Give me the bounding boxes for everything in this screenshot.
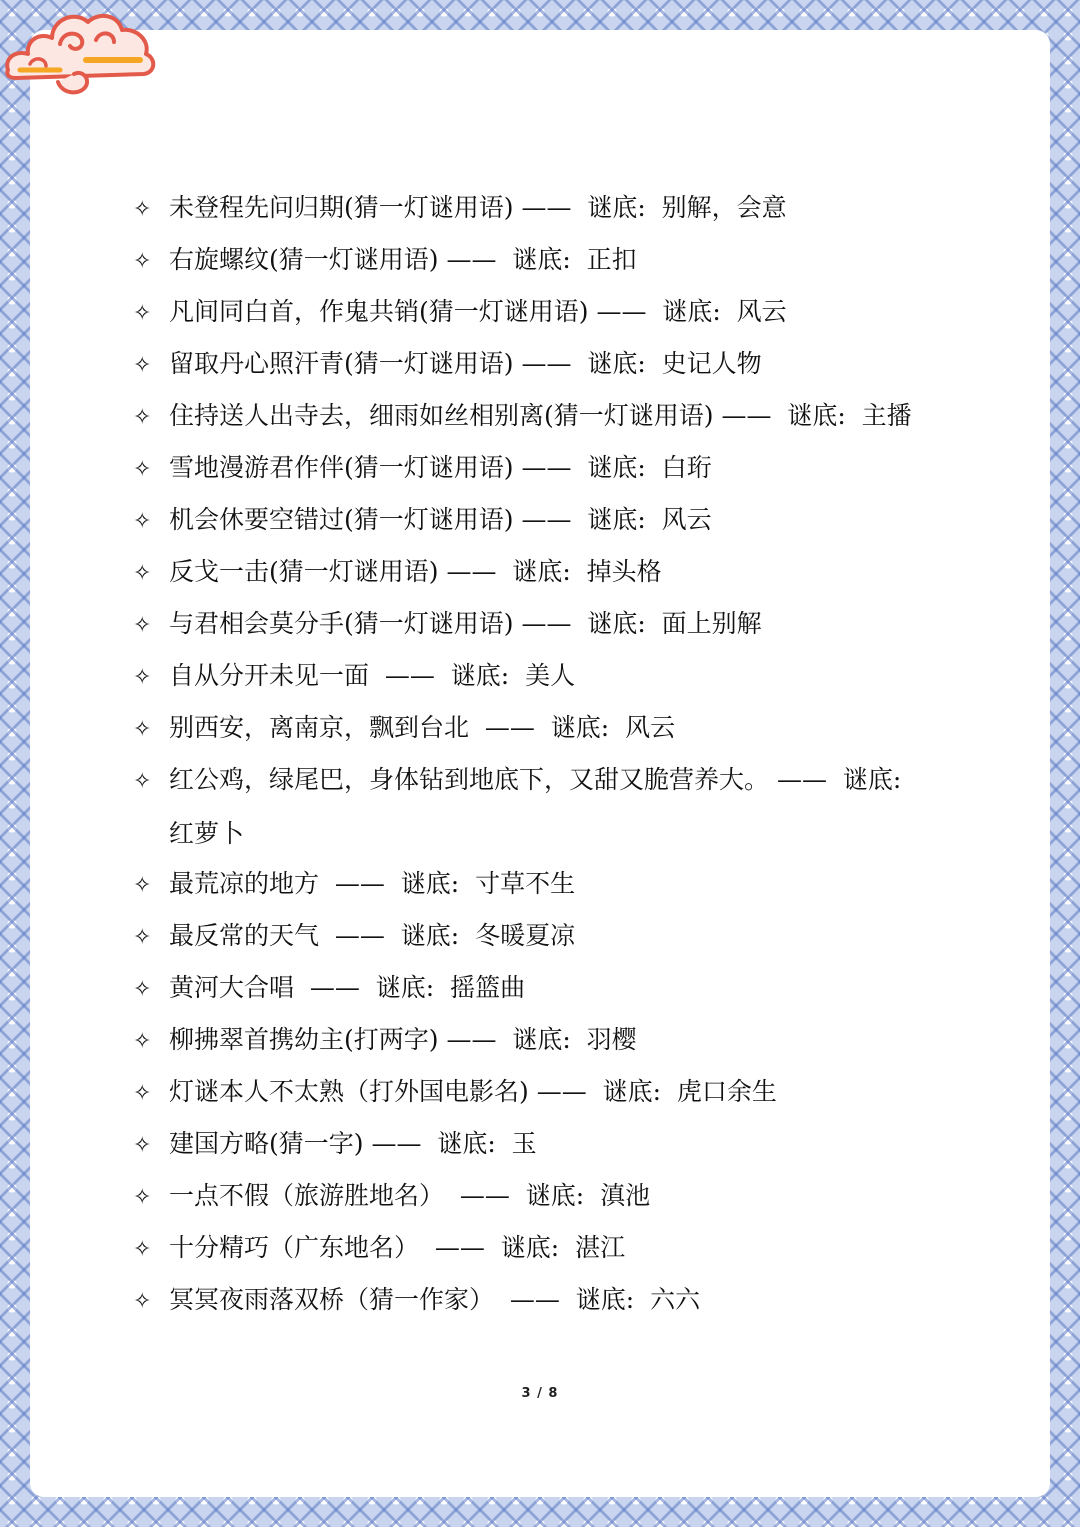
four-point-star-icon: ✧ — [133, 509, 152, 534]
riddle-item — [133, 338, 963, 392]
riddle-text: 住持送人出寺去，细雨如丝相别离(猜一灯谜用语) —— 谜底: 主播 — [169, 401, 912, 430]
riddle-text: 别西安，离南京，飘到台北 —— 谜底: 风云 — [169, 713, 676, 742]
riddle-item — [133, 910, 963, 964]
four-point-star-icon: ✧ — [133, 717, 152, 742]
riddle-item — [133, 598, 963, 652]
riddle-item — [133, 234, 963, 288]
four-point-star-icon: ✧ — [133, 1185, 152, 1210]
four-point-star-icon: ✧ — [133, 769, 152, 794]
four-point-star-icon: ✧ — [133, 249, 152, 274]
riddle-text: 最反常的天气 —— 谜底: 冬暖夏凉 — [169, 921, 576, 950]
riddle-item — [133, 1118, 963, 1172]
four-point-star-icon: ✧ — [133, 1081, 152, 1106]
riddle-text: 一点不假（旅游胜地名） —— 谜底: 滇池 — [169, 1181, 651, 1210]
riddle-item — [133, 182, 963, 236]
four-point-star-icon: ✧ — [133, 613, 152, 638]
riddle-item — [133, 1170, 963, 1224]
four-point-star-icon: ✧ — [133, 925, 152, 950]
riddle-text: 自从分开未见一面 —— 谜底: 美人 — [169, 661, 576, 690]
four-point-star-icon: ✧ — [133, 1133, 152, 1158]
four-point-star-icon: ✧ — [133, 301, 152, 326]
riddle-text: 灯谜本人不太熟（打外国电影名) —— 谜底: 虎口余生 — [169, 1077, 777, 1106]
auspicious-cloud-icon — [0, 0, 160, 100]
four-point-star-icon: ✧ — [133, 1029, 152, 1054]
riddle-item — [133, 1222, 963, 1276]
riddle-item — [133, 286, 963, 340]
riddle-item — [133, 390, 963, 444]
riddle-item — [133, 1066, 963, 1120]
four-point-star-icon: ✧ — [133, 665, 152, 690]
riddle-text: 冥冥夜雨落双桥（猜一作家） —— 谜底: 六六 — [169, 1285, 701, 1314]
riddle-item — [133, 650, 963, 704]
four-point-star-icon: ✧ — [133, 977, 152, 1002]
four-point-star-icon: ✧ — [133, 561, 152, 586]
riddle-item — [133, 858, 963, 912]
riddle-item — [133, 546, 963, 600]
riddle-text: 十分精巧（广东地名） —— 谜底: 湛江 — [169, 1233, 626, 1262]
four-point-star-icon: ✧ — [133, 1289, 152, 1314]
four-point-star-icon: ✧ — [133, 873, 152, 898]
riddle-text: 建国方略(猜一字) —— 谜底: 玉 — [169, 1129, 537, 1158]
four-point-star-icon: ✧ — [133, 197, 152, 222]
riddle-text: 红公鸡，绿尾巴，身体钻到地底下，又甜又脆营养大。 —— 谜底: — [169, 765, 902, 794]
four-point-star-icon: ✧ — [133, 1237, 152, 1262]
riddle-text: 最荒凉的地方 —— 谜底: 寸草不生 — [169, 869, 576, 898]
riddle-item — [133, 1014, 963, 1068]
riddle-item — [133, 1274, 963, 1328]
page-number: 3 / 8 — [521, 1386, 559, 1401]
riddle-text: 留取丹心照汗青(猜一灯谜用语) —— 谜底: 史记人物 — [169, 349, 762, 378]
riddle-item — [133, 494, 963, 548]
riddle-text: 右旋螺纹(猜一灯谜用语) —— 谜底: 正扣 — [169, 245, 637, 274]
riddle-text: 黄河大合唱 —— 谜底: 摇篮曲 — [169, 973, 526, 1002]
riddle-answer-continuation: 红萝卜 — [169, 819, 245, 848]
riddle-text: 雪地漫游君作伴(猜一灯谜用语) —— 谜底: 白珩 — [169, 453, 712, 482]
four-point-star-icon: ✧ — [133, 353, 152, 378]
riddle-item — [133, 442, 963, 496]
riddle-item — [133, 702, 963, 756]
four-point-star-icon: ✧ — [133, 405, 152, 430]
riddle-text: 凡间同白首，作鬼共销(猜一灯谜用语) —— 谜底: 风云 — [169, 297, 787, 326]
riddle-text: 未登程先问归期(猜一灯谜用语) —— 谜底: 别解，会意 — [169, 193, 787, 222]
riddle-text: 机会休要空错过(猜一灯谜用语) —— 谜底: 风云 — [169, 505, 712, 534]
riddle-item — [133, 962, 963, 1016]
riddle-text: 柳拂翠首携幼主(打两字) —— 谜底: 羽樱 — [169, 1025, 637, 1054]
riddle-item — [133, 754, 963, 860]
four-point-star-icon: ✧ — [133, 457, 152, 482]
riddle-text: 反戈一击(猜一灯谜用语) —— 谜底: 掉头格 — [169, 557, 662, 586]
riddle-text: 与君相会莫分手(猜一灯谜用语) —— 谜底: 面上别解 — [169, 609, 762, 638]
